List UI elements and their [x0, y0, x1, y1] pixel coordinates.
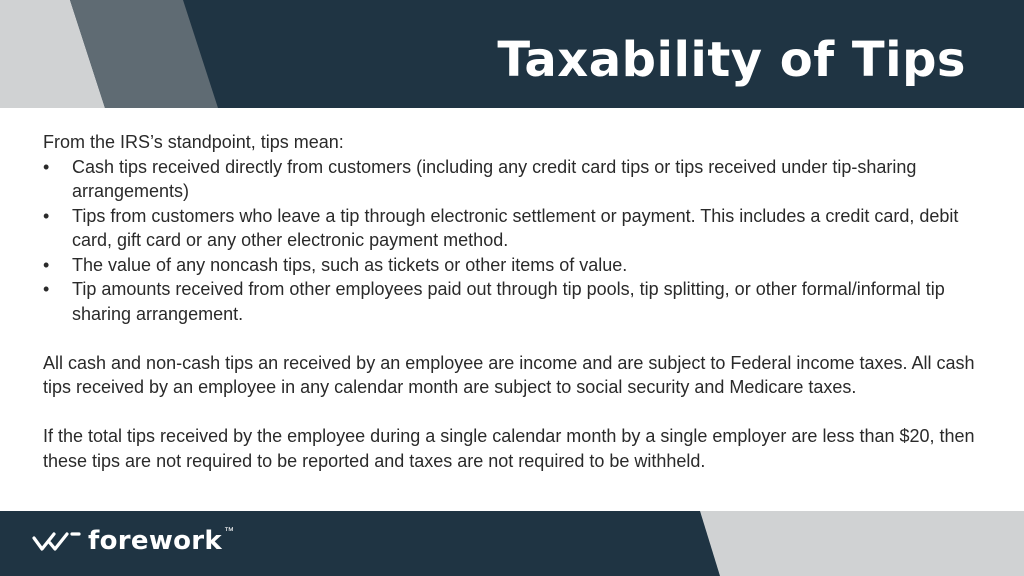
list-item-text: The value of any noncash tips, such as tickets or other items of value. [72, 254, 628, 275]
list-item [43, 204, 1003, 253]
slide-title: Taxability of Tips [497, 32, 966, 88]
list-item-text: Tip amounts received from other employees paid out through tip pools, tip splitting, or other formal/informal tip sharing arrangement. [72, 279, 945, 324]
title-banner [0, 0, 1024, 108]
intro-text: From the IRS’s standpoint, tips mean: [43, 132, 344, 152]
bullet-icon: • [43, 279, 50, 299]
spacer [43, 326, 1003, 351]
tips-definition-list [43, 155, 1003, 327]
trademark-symbol: ™ [224, 525, 235, 537]
reporting-threshold-paragraph: If the total tips received by the employee during a single calendar month by a single employer are less than $20, then these tips are not required to be reported and taxes are not required to be withheld. [43, 426, 975, 471]
bullet-icon: • [43, 205, 50, 226]
list-item [43, 277, 1003, 326]
logo-wordmark: forework [88, 526, 223, 556]
spacer [43, 400, 1003, 425]
list-item-text: Cash tips received directly from customers (including any credit card tips or tips received under tip-sharing arrangements) [72, 156, 917, 201]
list-item-text: Tips from customers who leave a tip through electronic settlement or payment. This includes a credit card, debit card, gift card or any other electronic payment method. [72, 205, 959, 250]
income-tax-paragraph: All cash and non-cash tips an received by an employee are income and are subject to Federal income taxes. All cash tips received by an employee in any calendar month are subject to social security and Medicare taxes. [43, 352, 975, 397]
double-check-icon [32, 530, 82, 552]
bullet-icon: • [43, 254, 50, 275]
bullet-icon: • [43, 156, 50, 177]
forework-logo [32, 521, 234, 561]
list-item [43, 253, 1003, 278]
list-item [43, 155, 1003, 204]
slide-body [43, 130, 1003, 473]
